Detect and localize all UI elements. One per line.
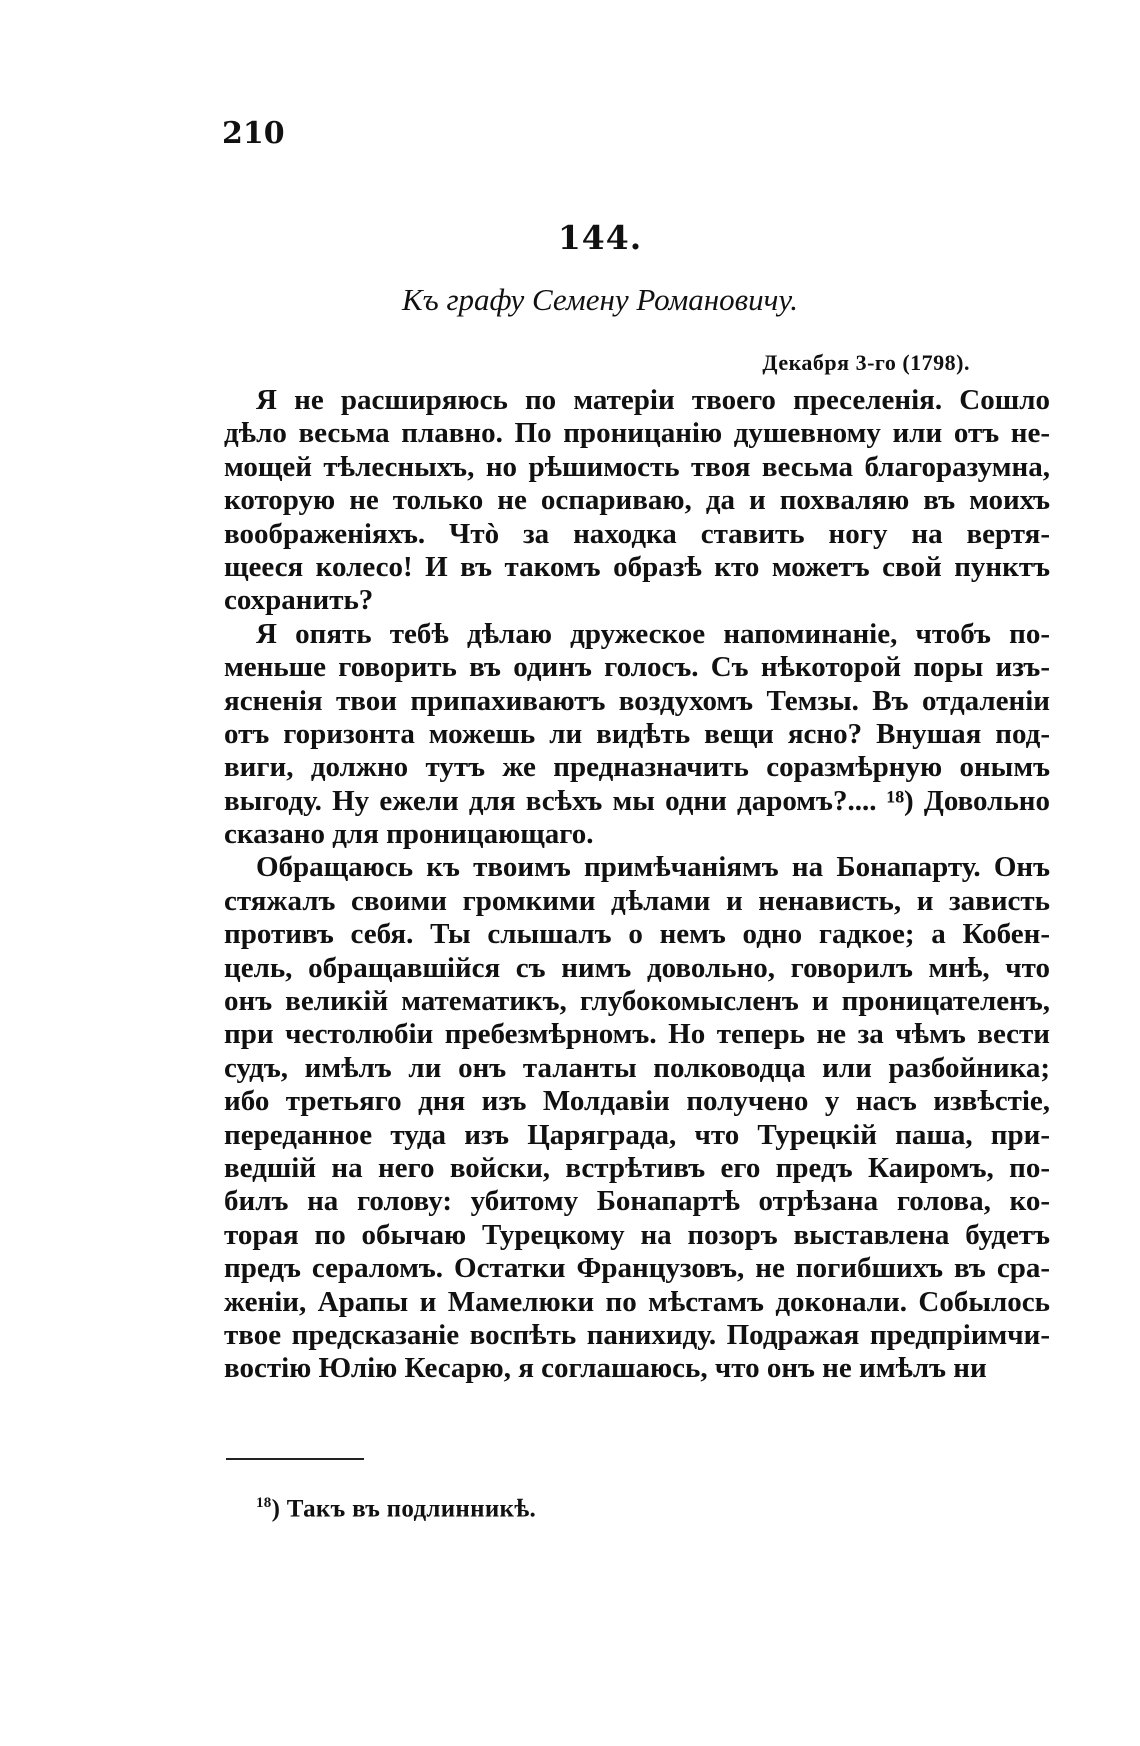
text-line: отъ горизонта можешь ли видѣть вещи ясно? Внушая под- [224, 717, 1050, 750]
footnote-marker: 18 [256, 1495, 272, 1511]
text-line: сказано для проницающаго. [224, 818, 594, 851]
text-line: меньше говорить въ одинъ голосъ. Съ нѣкоторой поры изъ- [224, 651, 1050, 684]
text-line: Я опять тебѣ дѣлаю дружеское напоминаніе, чтобъ по- [256, 617, 1050, 650]
text-line: Я не расширяюсь по матеріи твоего преселенія. Сошло [256, 384, 1050, 416]
text-line: ибо третьяго дня изъ Молдавіи получено у насъ извѣстіе, [224, 1085, 1050, 1118]
page-number: 210 [222, 116, 285, 151]
text-line: судъ, имѣлъ ли онъ таланты полководца или разбойника; [224, 1051, 1050, 1084]
text-line: билъ на голову: убитому Бонапартѣ отрѣзана голова, ко- [224, 1185, 1050, 1218]
footnote [256, 1495, 536, 1523]
text-line: мощей тѣлесныхъ, но рѣшимость твоя весьма благоразумна, [224, 450, 1050, 483]
text-line: востію Юлію Кесарю, я соглашаюсь, что онъ не имѣлъ ни [224, 1352, 987, 1385]
letter-date: Декабря 3-го (1798). [762, 350, 970, 375]
text-line: торая по обычаю Турецкому на позоръ выставлена будетъ [224, 1218, 1050, 1251]
text-line: твое предсказаніе воспѣть панихиду. Подражая предпріимчи- [224, 1318, 1050, 1351]
text-line: которую не только не оспариваю, да и похваляю въ моихъ [224, 484, 1050, 517]
text-line: цель, обращавшійся съ нимъ довольно, говорилъ мнѣ, что [224, 951, 1050, 984]
text-line: ясненія твои припахиваютъ воздухомъ Темзы. Въ отдаленіи [224, 684, 1050, 717]
text-line: дѣло весьма плавно. По проницанію душевному или отъ не- [224, 417, 1050, 450]
text-line: ведшій на него войски, встрѣтивъ его предъ Каиромъ, по- [224, 1151, 1050, 1184]
text-line: переданное туда изъ Царяграда, что Турецкій паша, при- [224, 1118, 1050, 1151]
text-line: при честолюбіи пребезмѣрномъ. Но теперь не за чѣмъ вести [224, 1018, 1050, 1051]
letter-number: 144. [557, 218, 643, 257]
text-line: щееся колесо! И въ такомъ образѣ кто можетъ свой пунктъ [224, 550, 1050, 583]
text-line: предъ сераломъ. Остатки Французовъ, не погибшихъ въ сра- [224, 1252, 1050, 1285]
text-line: сохранить? [224, 584, 374, 617]
text-line: воображеніяхъ. Чтò за находка ставить ногу на вертя- [224, 517, 1050, 550]
footnote-text: ) Такъ въ подлинникѣ. [271, 1495, 537, 1523]
text-line: стяжалъ своими громкими дѣлами и ненависть, и зависть [224, 884, 1050, 917]
text-line: выгоду. Ну ежели для всѣхъ мы одни даромъ?.... ¹⁸) Довольно [224, 784, 1050, 817]
text-line: женіи, Арапы и Мамелюки по мѣстамъ доконали. Собылось [224, 1285, 1050, 1318]
letter-body [224, 384, 1050, 1386]
text-line: противъ себя. Ты слышалъ о немъ одно гадкое; а Кобен- [224, 918, 1050, 951]
letter-address: Къ графу Семену Романовичу. [402, 282, 798, 317]
text-line: онъ великій математикъ, глубокомысленъ и проницателенъ, [224, 985, 1050, 1018]
footnote-rule [226, 1458, 364, 1460]
text-line: Обращаюсь къ твоимъ примѣчаніямъ на Бонапарту. Онъ [256, 851, 1050, 884]
text-line: виги, должно тутъ же предназначить соразмѣрную онымъ [224, 751, 1050, 784]
